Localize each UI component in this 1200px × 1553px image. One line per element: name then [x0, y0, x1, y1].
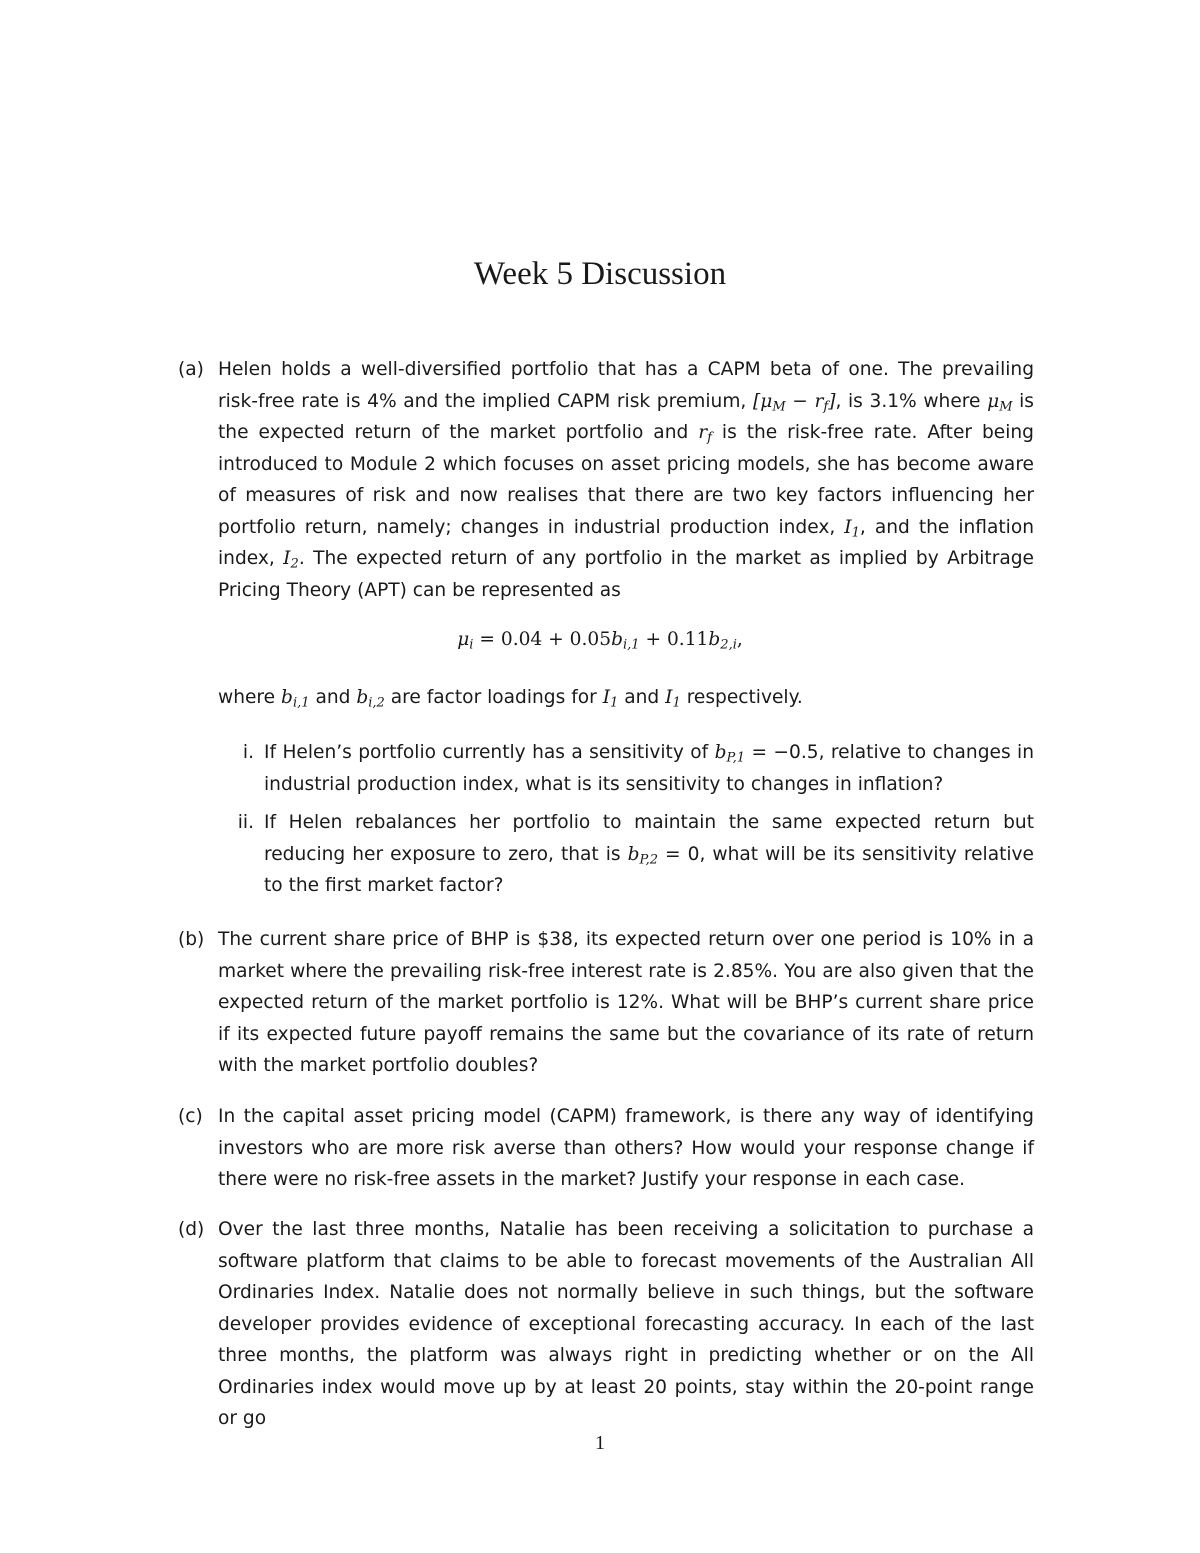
subquestion-label: i. — [242, 742, 254, 763]
question-label: (d) — [178, 1219, 205, 1240]
subquestion-label: ii. — [237, 812, 254, 833]
page-number: 1 — [595, 1432, 605, 1454]
question-text: The current share price of BHP is $38, its expected return over one period is 10% in a market where the prevailing risk-free interest rate is 2.85%. You are also given that the expected return of the market portfolio is 12%. What will be BHP’s current share price if its expected future payoff remains the same but the covariance of its rate of return with the market portfolio doubles? — [218, 929, 1034, 1076]
question-text: Over the last three months, Natalie has been receiving a solicitation to purchase a software platform that claims to be able to forecast movements of the Australian All Ordinaries Index. Natalie does not normally believe in such things, but the software developer provides evidence of exceptional forecasting accuracy. In each of the last three months, the platform was always right in predicting whether or on the All Ordinaries index would move up by at least 20 points, stay within the 20-point range or go — [218, 1219, 1034, 1429]
question-text: In the capital asset pricing model (CAPM) framework, is there any way of identifying investors who are more risk averse than others? How would your response change if there were no risk-free assets in the market? Justify your response in each case. — [218, 1106, 1034, 1190]
apt-equation: $\mu_i = 0.04 + 0.05b_{i,1} + 0.11b_{2,i}$, — [457, 629, 743, 653]
question-label: (c) — [178, 1106, 203, 1127]
subquestion-text: If Helen’s portfolio currently has a sensitivity of $b_{P,1} = -0.5$, relative to changes in industrial production index, what is its sensitivity to changes in inflation? — [264, 742, 1035, 795]
math-expression: $[\mu_M - r_f]$ — [752, 390, 836, 414]
question-text: Helen holds a well-diversified portfolio that has a CAPM beta of one. The prevailing risk-free rate is 4% and the implied CAPM risk premium, $[\mu_M - r_f]$, is 3.1% where $\mu_M$ is the expected return of the market portfolio and $r_f$ is the risk-free rate. After being introduced to Module 2 which focuses on asset pricing models, she has become aware of measures of risk and now realises that there are two key factors influencing her portfolio return, namely; changes in industrial production index, $I_1$, and the inflation index, $I_2$. The expected return of any portfolio in the market as implied by Arbitrage Pricing Theory (APT) can be represented as — [218, 359, 1035, 601]
question-label: (a) — [178, 359, 204, 380]
page-title: Week 5 Discussion — [473, 256, 727, 292]
question-label: (b) — [178, 929, 205, 950]
equation-explanation: where $b_{i,1}$ and $b_{i,2}$ are factor loadings for $I_1$ and $I_1$ respectively. — [218, 687, 803, 711]
subquestion-text: If Helen rebalances her portfolio to maintain the same expected return but reducing her exposure to zero, that is $b_{P,2} = 0$, what will be its sensitivity relative to the first market factor? — [264, 812, 1034, 896]
